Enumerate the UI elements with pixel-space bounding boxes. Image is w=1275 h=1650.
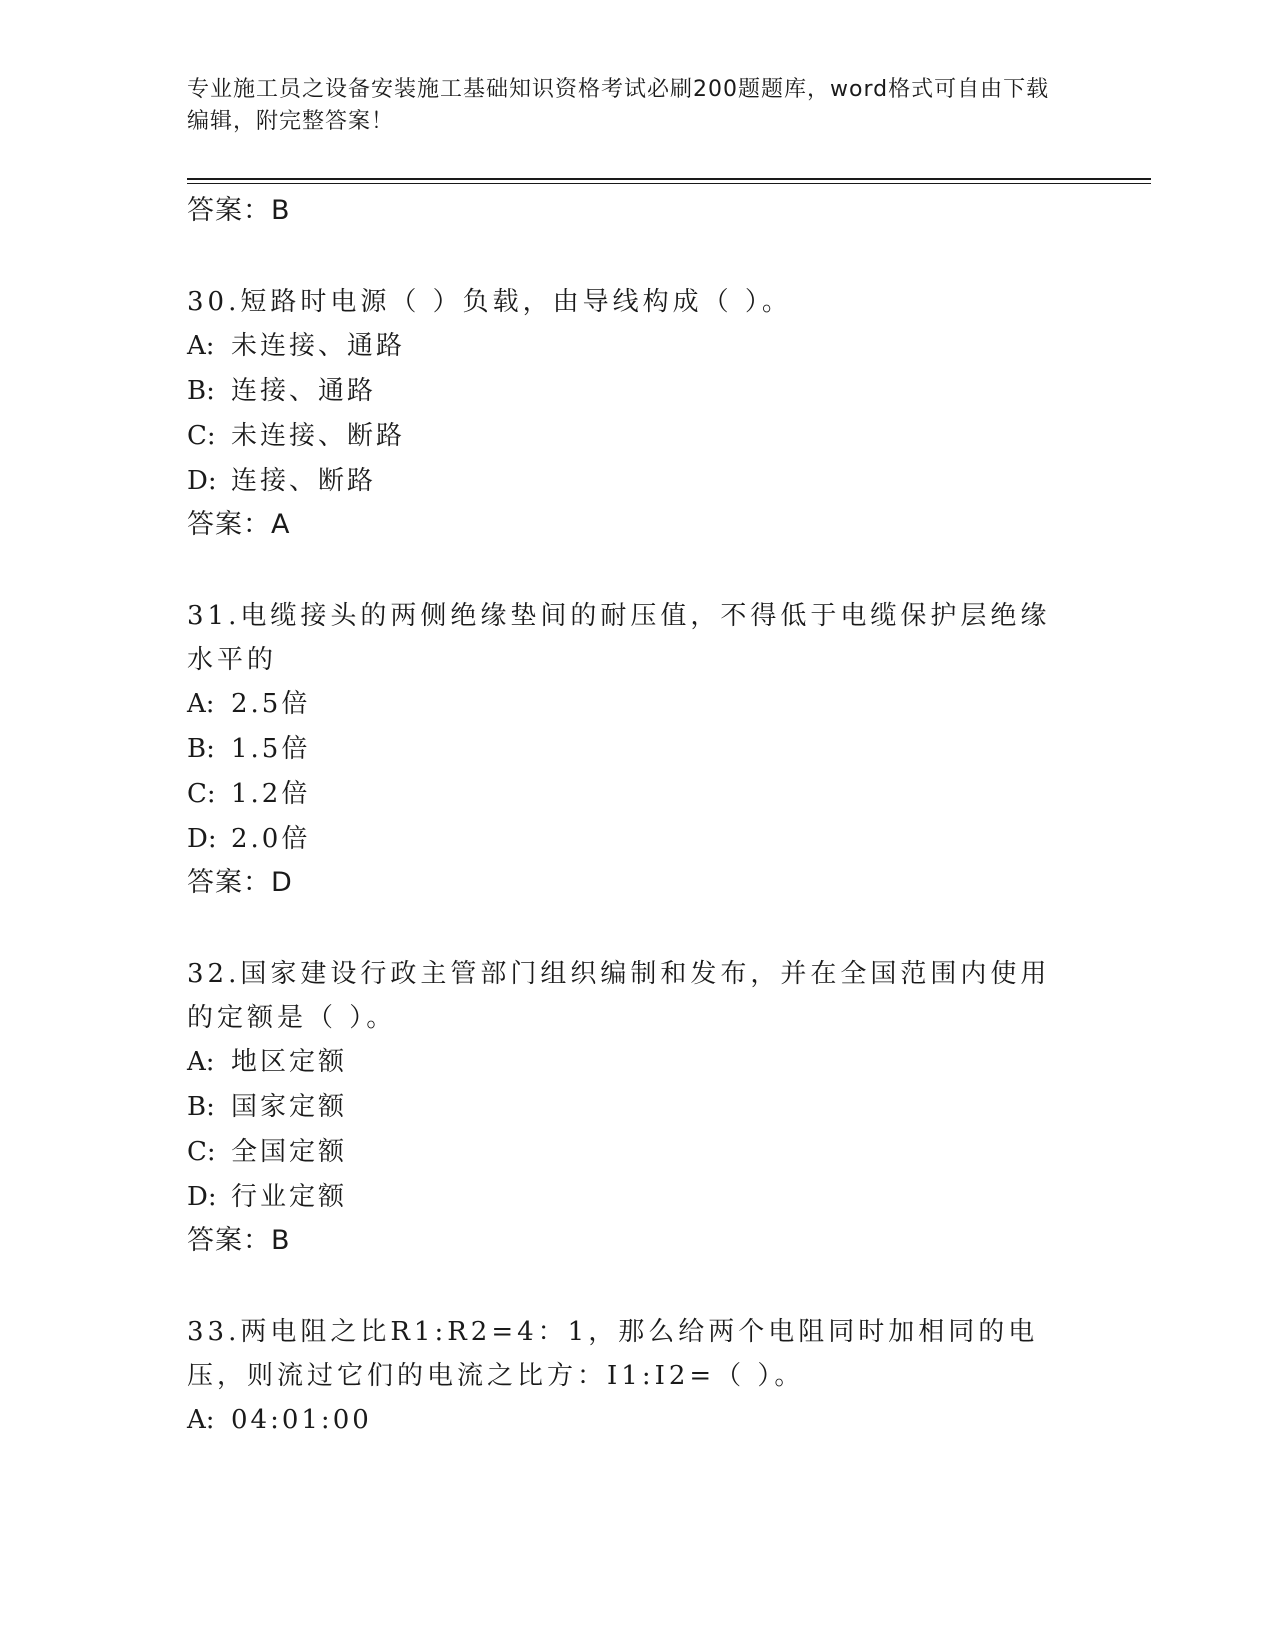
answer-value: B xyxy=(271,1225,291,1256)
header-divider-thin xyxy=(187,183,1151,184)
option-a xyxy=(187,1040,1087,1085)
question-text: 31.电缆接头的两侧绝缘垫间的耐压值，不得低于电缆保护层绝缘水平的 xyxy=(187,601,1051,675)
option-text: 国家定额 xyxy=(231,1092,348,1122)
option-letter: D: xyxy=(187,466,217,496)
question-list xyxy=(187,190,1087,1443)
answer-value: A xyxy=(271,509,291,540)
question-text: 30.短路时电源（ ）负载，由导线构成（ ）。 xyxy=(187,287,792,317)
option-letter: B: xyxy=(187,734,215,764)
answer-line xyxy=(187,862,1087,904)
option-text: 全国定额 xyxy=(231,1137,348,1167)
option-letter: C: xyxy=(187,1137,216,1167)
option-a xyxy=(187,1398,1087,1443)
option-c xyxy=(187,414,1087,459)
option-text: 2.0倍 xyxy=(231,824,311,854)
answer-label: 答案： xyxy=(187,1225,271,1256)
spacer xyxy=(187,232,1087,280)
question-block xyxy=(187,280,1087,546)
option-text: 行业定额 xyxy=(231,1182,348,1212)
option-text: 未连接、通路 xyxy=(231,331,406,361)
option-letter: A: xyxy=(187,1047,215,1077)
option-letter: B: xyxy=(187,376,215,406)
option-letter: D: xyxy=(187,1182,217,1212)
option-d xyxy=(187,459,1087,504)
option-b xyxy=(187,727,1087,772)
option-d xyxy=(187,1175,1087,1220)
option-letter: A: xyxy=(187,689,215,719)
option-a xyxy=(187,682,1087,727)
option-b xyxy=(187,369,1087,414)
option-text: 1.2倍 xyxy=(231,779,311,809)
question-text: 32.国家建设行政主管部门组织编制和发布，并在全国范围内使用的定额是（ ）。 xyxy=(187,959,1051,1033)
option-letter: C: xyxy=(187,421,216,451)
answer-value: D xyxy=(271,867,293,898)
answer-label: 答案： xyxy=(187,509,271,540)
question-block xyxy=(187,952,1087,1262)
option-b xyxy=(187,1085,1087,1130)
option-text: 连接、通路 xyxy=(231,376,377,406)
option-text: 未连接、断路 xyxy=(231,421,406,451)
spacer xyxy=(187,1262,1087,1310)
question-text: 33.两电阻之比R1:R2=4：1，那么给两个电阻同时加相同的电压，则流过它们的电流之比方：I1:I2=（ ）。 xyxy=(187,1317,1039,1391)
answer-line xyxy=(187,1220,1087,1262)
answer-value: B xyxy=(271,195,291,226)
option-c xyxy=(187,1130,1087,1175)
option-letter: D: xyxy=(187,824,217,854)
option-text: 地区定额 xyxy=(231,1047,348,1077)
option-letter: B: xyxy=(187,1092,215,1122)
option-text: 连接、断路 xyxy=(231,466,377,496)
option-text: 2.5倍 xyxy=(231,689,311,719)
spacer xyxy=(187,546,1087,594)
option-a xyxy=(187,324,1087,369)
header-divider-thick xyxy=(187,178,1151,180)
question-block xyxy=(187,1310,1087,1443)
answer-label: 答案： xyxy=(187,867,271,898)
option-letter: C: xyxy=(187,779,216,809)
option-letter: A: xyxy=(187,331,215,361)
spacer xyxy=(187,904,1087,952)
answer-label: 答案： xyxy=(187,195,271,226)
document-header: 专业施工员之设备安装施工基础知识资格考试必刷200题题库，word格式可自由下载编辑，附完整答案！ xyxy=(187,77,1050,134)
question-block xyxy=(187,594,1087,904)
option-c xyxy=(187,772,1087,817)
option-text: 1.5倍 xyxy=(231,734,311,764)
option-d xyxy=(187,817,1087,862)
option-letter: A: xyxy=(187,1405,215,1435)
option-text: 04:01:00 xyxy=(231,1405,372,1435)
answer-line xyxy=(187,190,1087,232)
answer-line xyxy=(187,504,1087,546)
